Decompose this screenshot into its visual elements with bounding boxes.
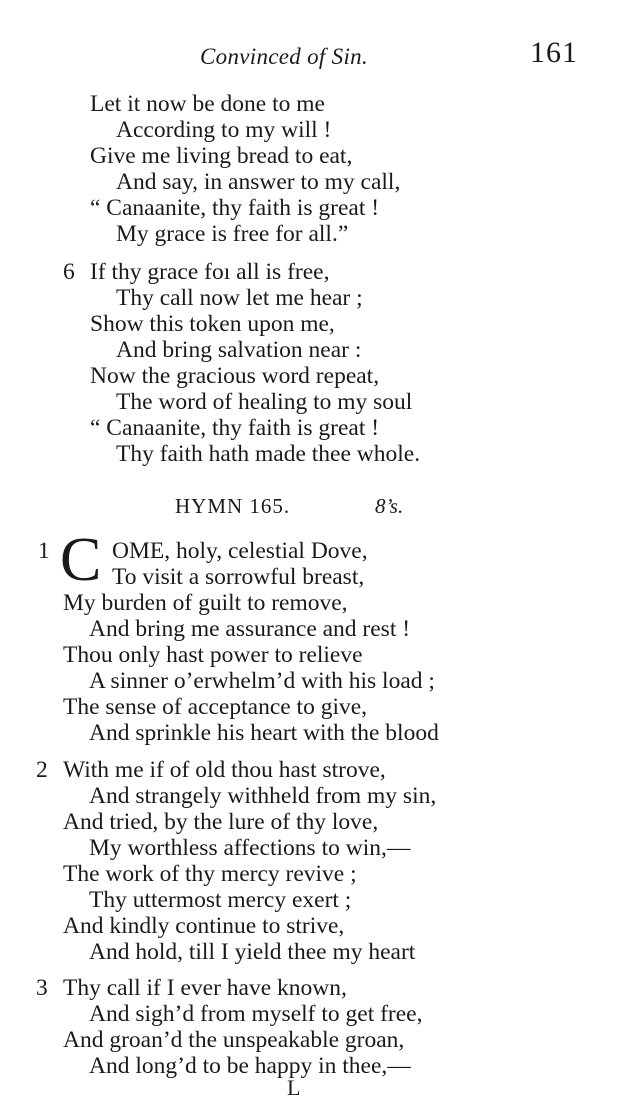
verse-line: “ Canaanite, thy faith is great ! — [90, 195, 380, 221]
verse-line: Give me living bread to eat, — [90, 143, 353, 169]
verse-line: And sprinkle his heart with the blood — [89, 720, 439, 746]
verse-line: OME, holy, celestial Dove, — [112, 538, 368, 564]
verse-line: Show this token upon me, — [90, 311, 335, 337]
verse-line: And bring salvation near : — [116, 337, 362, 363]
verse-line: My grace is free for all.” — [116, 221, 349, 247]
verse-line: Let it now be done to me — [90, 91, 325, 117]
verse-line: According to my will ! — [116, 117, 332, 143]
verse-line: With me if of old thou hast strove, — [63, 757, 386, 783]
verse-line: And strangely withheld from my sin, — [89, 783, 437, 809]
page-number: 161 — [530, 36, 578, 69]
verse-line: Thou only hast power to relieve — [63, 642, 363, 668]
hymn-heading: HYMN 165. — [175, 494, 291, 518]
verse-line: Now the gracious word repeat, — [90, 363, 380, 389]
signature-mark: L — [287, 1075, 301, 1100]
verse-line: And long’d to be happy in thee,— — [89, 1053, 411, 1079]
verse-line: And sigh’d from myself to get free, — [89, 1001, 423, 1027]
verse-line: “ Canaanite, thy faith is great ! — [90, 415, 380, 441]
verse-line: And hold, till I yield thee my heart — [89, 939, 416, 965]
stanza-number: 2 — [36, 757, 48, 783]
stanza-number: 6 — [63, 259, 75, 285]
verse-line: The sense of acceptance to give, — [63, 694, 368, 720]
stanza-number: 1 — [38, 538, 50, 564]
verse-line: And groan’d the unspeakable groan, — [63, 1027, 405, 1053]
verse-line: To visit a sorrowful breast, — [112, 564, 365, 590]
verse-line: And tried, by the lure of thy love, — [63, 809, 379, 835]
verse-line: My worthless affections to win,— — [89, 835, 411, 861]
verse-line: The word of healing to my soul — [116, 389, 413, 415]
verse-line: And kindly continue to strive, — [63, 913, 345, 939]
verse-line: Thy faith hath made thee whole. — [116, 441, 421, 467]
verse-line: And say, in answer to my call, — [116, 169, 401, 195]
verse-line: A sinner o’erwhelm’d with his load ; — [89, 668, 435, 694]
running-head: Convinced of Sin. — [200, 44, 368, 69]
verse-line: Thy call now let me hear ; — [116, 285, 363, 311]
verse-line: And bring me assurance and rest ! — [89, 616, 411, 642]
verse-line: Thy call if I ever have known, — [63, 975, 347, 1001]
verse-line: My burden of guilt to remove, — [63, 590, 348, 616]
verse-line: If thy grace foı all is free, — [90, 259, 330, 285]
verse-line: The work of thy mercy revive ; — [63, 861, 357, 887]
drop-cap: C — [60, 526, 102, 594]
hymn-meter: 8’s. — [375, 494, 404, 518]
verse-line: Thy uttermost mercy exert ; — [89, 887, 352, 913]
stanza-number: 3 — [36, 975, 48, 1001]
